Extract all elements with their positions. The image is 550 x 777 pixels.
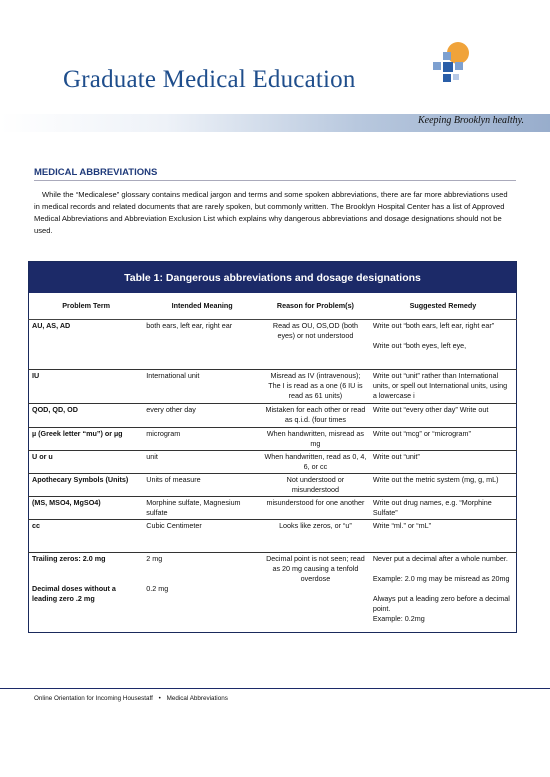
cross-logo-icon xyxy=(425,40,475,90)
table-cell: Write out “mcg” or “microgram” xyxy=(370,428,517,451)
table-cell: U or u xyxy=(29,451,144,474)
table-cell: QOD, QD, OD xyxy=(29,404,144,428)
table-cell: Looks like zeros, or “u” xyxy=(261,520,370,553)
table-row xyxy=(29,553,517,633)
table-cell: cc xyxy=(29,520,144,553)
table-cell: unit xyxy=(143,451,261,474)
table-cell: Cubic Centimeter xyxy=(143,520,261,553)
table-cell: (MS, MSO4, MgSO4) xyxy=(29,497,144,520)
column-header: Reason for Problem(s) xyxy=(261,293,370,320)
column-header: Suggested Remedy xyxy=(370,293,517,320)
table-cell: Units of measure xyxy=(143,474,261,497)
table-cell: AU, AS, AD xyxy=(29,320,144,370)
table-cell: Apothecary Symbols (Units) xyxy=(29,474,144,497)
table-cell: Not understood or misunderstood xyxy=(261,474,370,497)
section-divider xyxy=(34,180,516,181)
footer-bullet: • xyxy=(158,695,161,702)
table-row xyxy=(29,320,517,370)
table-cell: µ (Greek letter “mu”) or µg xyxy=(29,428,144,451)
table-cell: International unit xyxy=(143,370,261,404)
table-cell: both ears, left ear, right ear xyxy=(143,320,261,370)
table-cell: Write out “unit” rather than International units, or spell out International units, using a lowercase i xyxy=(370,370,517,404)
table-cell: Decimal point is not seen; read as 20 mg causing a tenfold overdose xyxy=(261,553,370,633)
table-cell: misunderstood for one another xyxy=(261,497,370,520)
intro-text: While the “Medicalese” glossary contains medical jargon and terms and some spoken abbreviations, there are far more abbreviations used in medical records and related documents that are rarely spoken, but commonly written. The Brooklyn Hospital Center has a list of Approved Medical Abbreviations and Abbreviation Exclusion List which explains why dangerous abbreviations and dosage designations should not be used. xyxy=(34,190,508,235)
table-cell: Write out “unit” xyxy=(370,451,517,474)
table-cell: Morphine sulfate, Magnesium sulfate xyxy=(143,497,261,520)
table-cell: IU xyxy=(29,370,144,404)
footer-left: Online Orientation for Incoming Housestaff xyxy=(34,695,153,702)
footer-right: Medical Abbreviations xyxy=(166,695,228,702)
table-caption: Table 1: Dangerous abbreviations and dosage designations xyxy=(29,262,517,294)
table-row xyxy=(29,474,517,497)
table-row xyxy=(29,497,517,520)
table-cell: microgram xyxy=(143,428,261,451)
table-cell: 2 mg 0.2 mg xyxy=(143,553,261,633)
table-cell: Write out the metric system (mg, g, mL) xyxy=(370,474,517,497)
table-cell: Misread as IV (intravenous); The I is read as a one (6 IU is read as 61 units) xyxy=(261,370,370,404)
table-row xyxy=(29,451,517,474)
table-cell: Mistaken for each other or read as q.i.d. (four times xyxy=(261,404,370,428)
table-cell: Write “ml.” or “mL” xyxy=(370,520,517,553)
table-cell: When handwritten, misread as mg xyxy=(261,428,370,451)
table-cell: Never put a decimal after a whole number. Example: 2.0 mg may be misread as 20mg Always put a leading zero before a decimal point. Example: 0.2mg xyxy=(370,553,517,633)
table-row xyxy=(29,428,517,451)
column-header: Intended Meaning xyxy=(143,293,261,320)
footer-divider xyxy=(0,688,550,689)
intro-paragraph xyxy=(34,189,512,237)
table-cell: every other day xyxy=(143,404,261,428)
page-title: Graduate Medical Education xyxy=(63,66,356,93)
abbreviations-table xyxy=(28,261,517,633)
table-cell: Trailing zeros: 2.0 mg Decimal doses without a leading zero .2 mg xyxy=(29,553,144,633)
table-cell: When handwritten, read as 0, 4, 6, or cc xyxy=(261,451,370,474)
table-row xyxy=(29,404,517,428)
table-cell: Write out “every other day” Write out xyxy=(370,404,517,428)
column-header: Problem Term xyxy=(29,293,144,320)
table-row xyxy=(29,520,517,553)
tagline: Keeping Brooklyn healthy. xyxy=(418,115,524,126)
section-heading: MEDICAL ABBREVIATIONS xyxy=(34,167,158,178)
footer xyxy=(34,695,228,702)
table-cell: Read as OU, OS,OD (both eyes) or not understood xyxy=(261,320,370,370)
table-row xyxy=(29,370,517,404)
table-cell: Write out drug names, e.g. “Morphine Sulfate” xyxy=(370,497,517,520)
table-cell: Write out “both ears, left ear, right ear” Write out “both eyes, left eye, xyxy=(370,320,517,370)
